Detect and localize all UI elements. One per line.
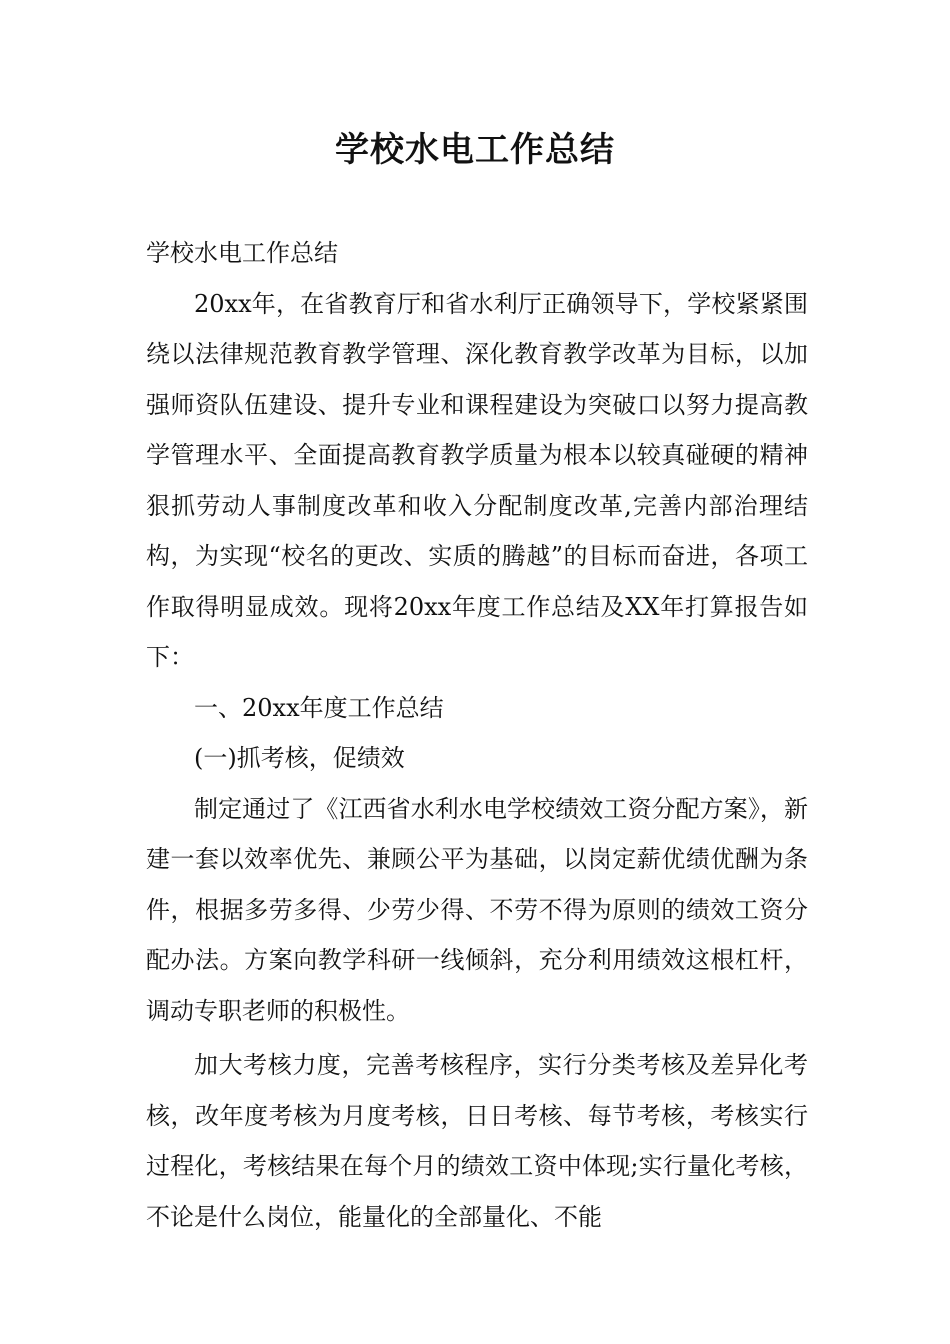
paragraph-assessment: 加大考核力度，完善考核程序，实行分类考核及差异化考核，改年度考核为月度考核，日日考核、每节考核，考核实行过程化，考核结果在每个月的绩效工资中体现;实行量化考核，不论是什么岗位，能量化的全部量化、不能 xyxy=(146,1051,808,1231)
subsection-heading: (一)抓考核，促绩效 xyxy=(194,744,405,772)
document-body xyxy=(146,228,808,1242)
paragraph-performance-pay: 制定通过了《江西省水利水电学校绩效工资分配方案》，新建一套以效率优先、兼顾公平为基础，以岗定薪优绩优酬为条件，根据多劳多得、少劳少得、不劳不得为原则的绩效工资分配办法。方案向教学科研一线倾斜，充分利用绩效这根杠杆，调动专职老师的积极性。 xyxy=(146,794,808,1025)
document-subtitle: 学校水电工作总结 xyxy=(146,239,338,267)
paragraph-intro: 20xx年，在省教育厅和省水利厅正确领导下，学校紧紧围绕以法律规范教育教学管理、深化教育教学改革为目标，以加强师资队伍建设、提升专业和课程建设为突破口以努力提高教学管理水平、全面提高教育教学质量为根本以较真碰硬的精神狠抓劳动人事制度改革和收入分配制度改革,完善内部治理结构，为实现“校名的更改、实质的腾越”的目标而奋进，各项工作取得明显成效。现将20xx年度工作总结及XX年打算报告如下： xyxy=(146,289,808,671)
document-title: 学校水电工作总结 xyxy=(335,130,615,170)
section-heading: 一、20xx年度工作总结 xyxy=(194,693,444,722)
